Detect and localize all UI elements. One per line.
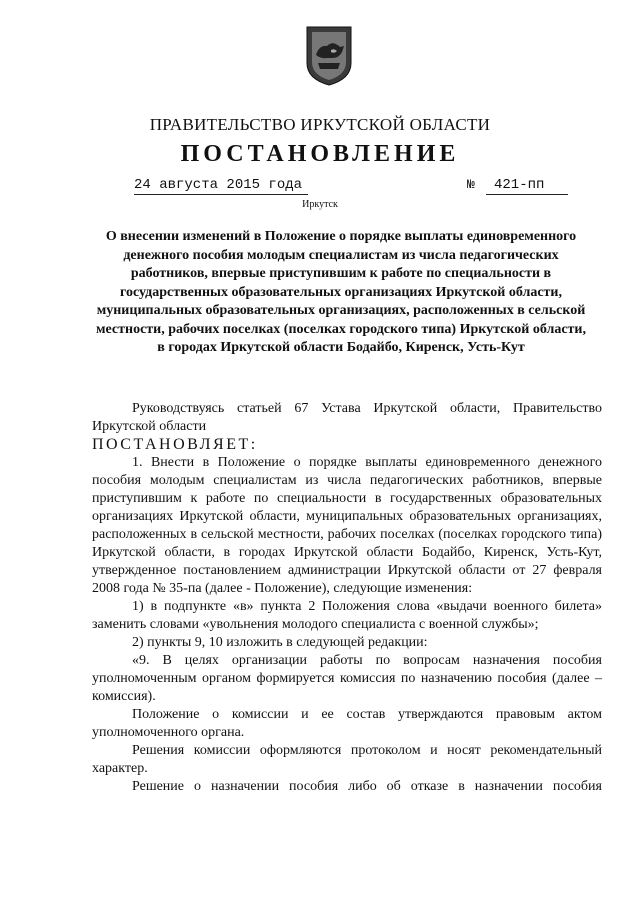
paragraph-1: 1. Внести в Положение о порядке выплаты единовременного денежного пособия молодым специалистам из числа педагогических работников, впервые приступившим к работе по специальности в государственных образовательных организациях Иркутской области, муниципальных образовательных организациях, расположенных в сельской местности, рабочих поселках (поселках городского типа) Иркутской области, в городах Иркутской области Бодайбо, Киренск, Усть-Кут, утвержденное постановлением администрации Иркутской области от 27 февраля 2008 года № 35-па (далее - Положение), следующие изменения:: [92, 455, 602, 596]
paragraph-6: Решения комиссии оформляются протоколом и носят рекомендательный характер.: [92, 743, 602, 776]
decree-word: ПОСТАНОВЛЯЕТ:: [92, 436, 258, 453]
document-type: ПОСТАНОВЛЕНИЕ: [180, 141, 460, 167]
paragraph-7: Решение о назначении пособия либо об отказе в назначении пособия: [132, 779, 602, 794]
paragraph-5: Положение о комиссии и ее состав утверждаются правовым актом уполномоченного органа.: [92, 707, 602, 740]
government-name: ПРАВИТЕЛЬСТВО ИРКУТСКОЙ ОБЛАСТИ: [149, 115, 491, 134]
city-name: Иркутск: [302, 199, 338, 210]
document-number: 421-пп: [486, 177, 568, 195]
document-title: О внесении изменений в Положение о порядке выплаты единовременного денежного пособия молодым специалистам из числа педагогических работников, впервые приступившим к работе по специальности в государственных образовательных организациях Иркутской области, муниципальных образовательных организациях, расположенных в сельской местности, рабочих поселках (поселках городского типа) Иркутской области, в городах Иркутской области Бодайбо, Киренск, Усть-Кут: [95, 229, 586, 355]
document-body: [92, 400, 602, 796]
document-date: 24 августа 2015 года: [134, 177, 308, 195]
paragraph-4: «9. В целях организации работы по вопросам назначения пособия уполномоченным органом формируется комиссия по назначению пособия (далее – комиссия).: [92, 653, 602, 704]
paragraph-2: 1) в подпункте «в» пункта 2 Положения слова «выдачи военного билета» заменить словами «увольнения молодого специалиста с военной службы»;: [92, 599, 602, 632]
number-sign: №: [467, 177, 475, 192]
intro-paragraph: Руководствуясь статьей 67 Устава Иркутской области, Правительство Иркутской области: [92, 401, 602, 434]
irkutsk-coat-of-arms-icon: [303, 25, 355, 87]
paragraph-3: 2) пункты 9, 10 изложить в следующей редакции:: [132, 635, 428, 650]
